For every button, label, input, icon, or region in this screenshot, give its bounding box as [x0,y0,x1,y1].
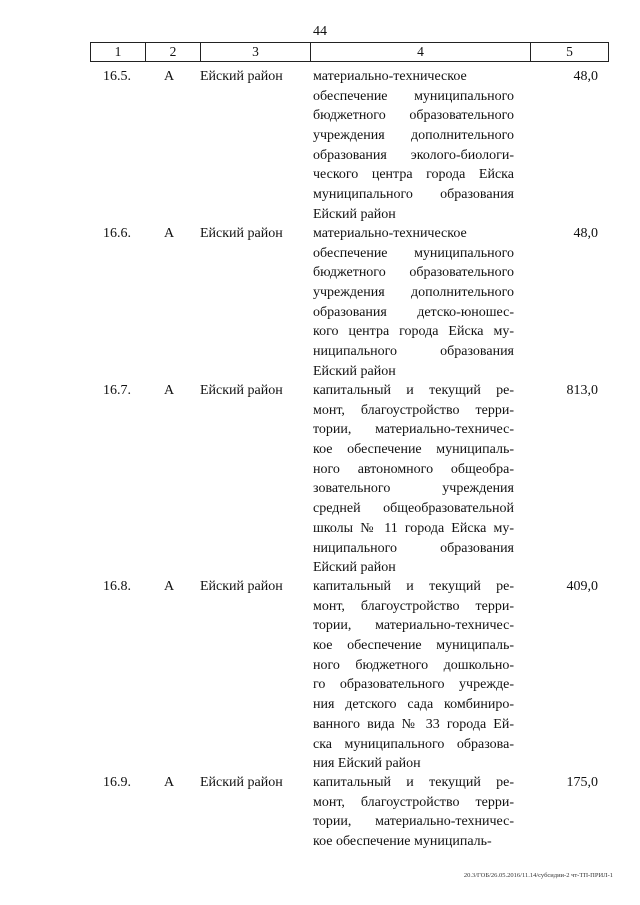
column-header-4: 4 [311,43,531,61]
description-line: обеспечение муниципального [313,245,514,261]
row-category: А [164,383,175,398]
column-header-2: 2 [146,43,201,61]
description-line: образования эколого-биологи- [313,147,514,163]
description-line: ного бюджетного дошкольно- [313,657,514,673]
row-district: Ейский район [200,383,283,398]
description-line: тории, материально-техничес- [313,422,514,438]
description-line: ска муниципального образова- [313,736,514,752]
description-line: капитальный и текущий ре- [313,383,514,398]
description-line: обеспечение муниципального [313,88,514,104]
row-district: Ейский район [200,579,283,594]
description-line: ния Ейский район [313,756,421,772]
row-district: Ейский район [200,69,283,84]
column-header-3: 3 [201,43,311,61]
row-amount: 409,0 [566,579,598,594]
document-footer-code: 20.3/ГОБ/26.05.2016/11.14/субсидии-2 чт-ТП-ПРИЛ-1 [463,872,613,879]
row-amount: 175,0 [566,775,598,790]
description-line: Ейский район [313,560,396,576]
table-column-header [90,42,609,62]
description-line: капитальный и текущий ре- [313,579,514,594]
description-line: капитальный и текущий ре- [313,775,514,790]
row-description [313,381,514,578]
row-district: Ейский район [200,226,283,241]
row-number: 16.7. [103,383,131,398]
description-line: материально-техническое [313,226,467,241]
description-line: Ейский район [313,206,396,222]
description-line: монт, благоустройство терри- [313,794,514,810]
row-number: 16.6. [103,226,131,241]
description-line: учреждения дополнительного [313,285,514,301]
row-amount: 48,0 [573,69,598,84]
description-line: тории, материально-техничес- [313,618,514,634]
description-line: муниципального образования [313,187,514,203]
row-amount: 48,0 [573,226,598,241]
description-line: Ейский район [313,363,396,379]
column-header-5: 5 [566,44,573,59]
description-line: средней общеобразовательной [313,501,514,517]
description-line: ванного вида № 33 города Ей- [313,716,514,732]
column-header-1: 1 [91,43,146,61]
row-description [313,67,514,225]
row-description [313,577,514,774]
row-description [313,773,514,852]
description-line: бюджетного образовательного [313,108,514,124]
description-line: ниципального образования [313,344,514,360]
description-line: ния детского сада комбиниро- [313,697,514,713]
description-line: монт, благоустройство терри- [313,402,514,418]
description-line: материально-техническое [313,69,467,84]
description-line: кое обеспечение муниципаль- [313,638,514,654]
description-line: образования детско-юношес- [313,304,514,320]
description-line: ниципального образования [313,540,514,556]
description-line: кого центра города Ейска му- [313,324,514,340]
row-number: 16.8. [103,579,131,594]
row-number: 16.9. [103,775,131,790]
description-line: ческого центра города Ейска [313,167,514,183]
row-category: А [164,579,175,594]
row-number: 16.5. [103,69,131,84]
description-line: кое обеспечение муниципаль- [313,834,492,850]
description-line: школы № 11 города Ейска му- [313,520,514,536]
description-line: учреждения дополнительного [313,128,514,144]
row-amount: 813,0 [566,383,598,398]
description-line: тории, материально-техничес- [313,814,514,830]
row-category: А [164,775,175,790]
row-category: А [164,226,175,241]
description-line: бюджетного образовательного [313,265,514,281]
description-line: ного автономного общеобра- [313,461,514,477]
page-number: 44 [313,24,327,39]
description-line: зовательного учреждения [313,481,514,497]
description-line: кое обеспечение муниципаль- [313,442,514,458]
description-line: го образовательного учрежде- [313,677,514,693]
row-description [313,224,514,382]
description-line: монт, благоустройство терри- [313,598,514,614]
row-district: Ейский район [200,775,283,790]
row-category: А [164,69,175,84]
